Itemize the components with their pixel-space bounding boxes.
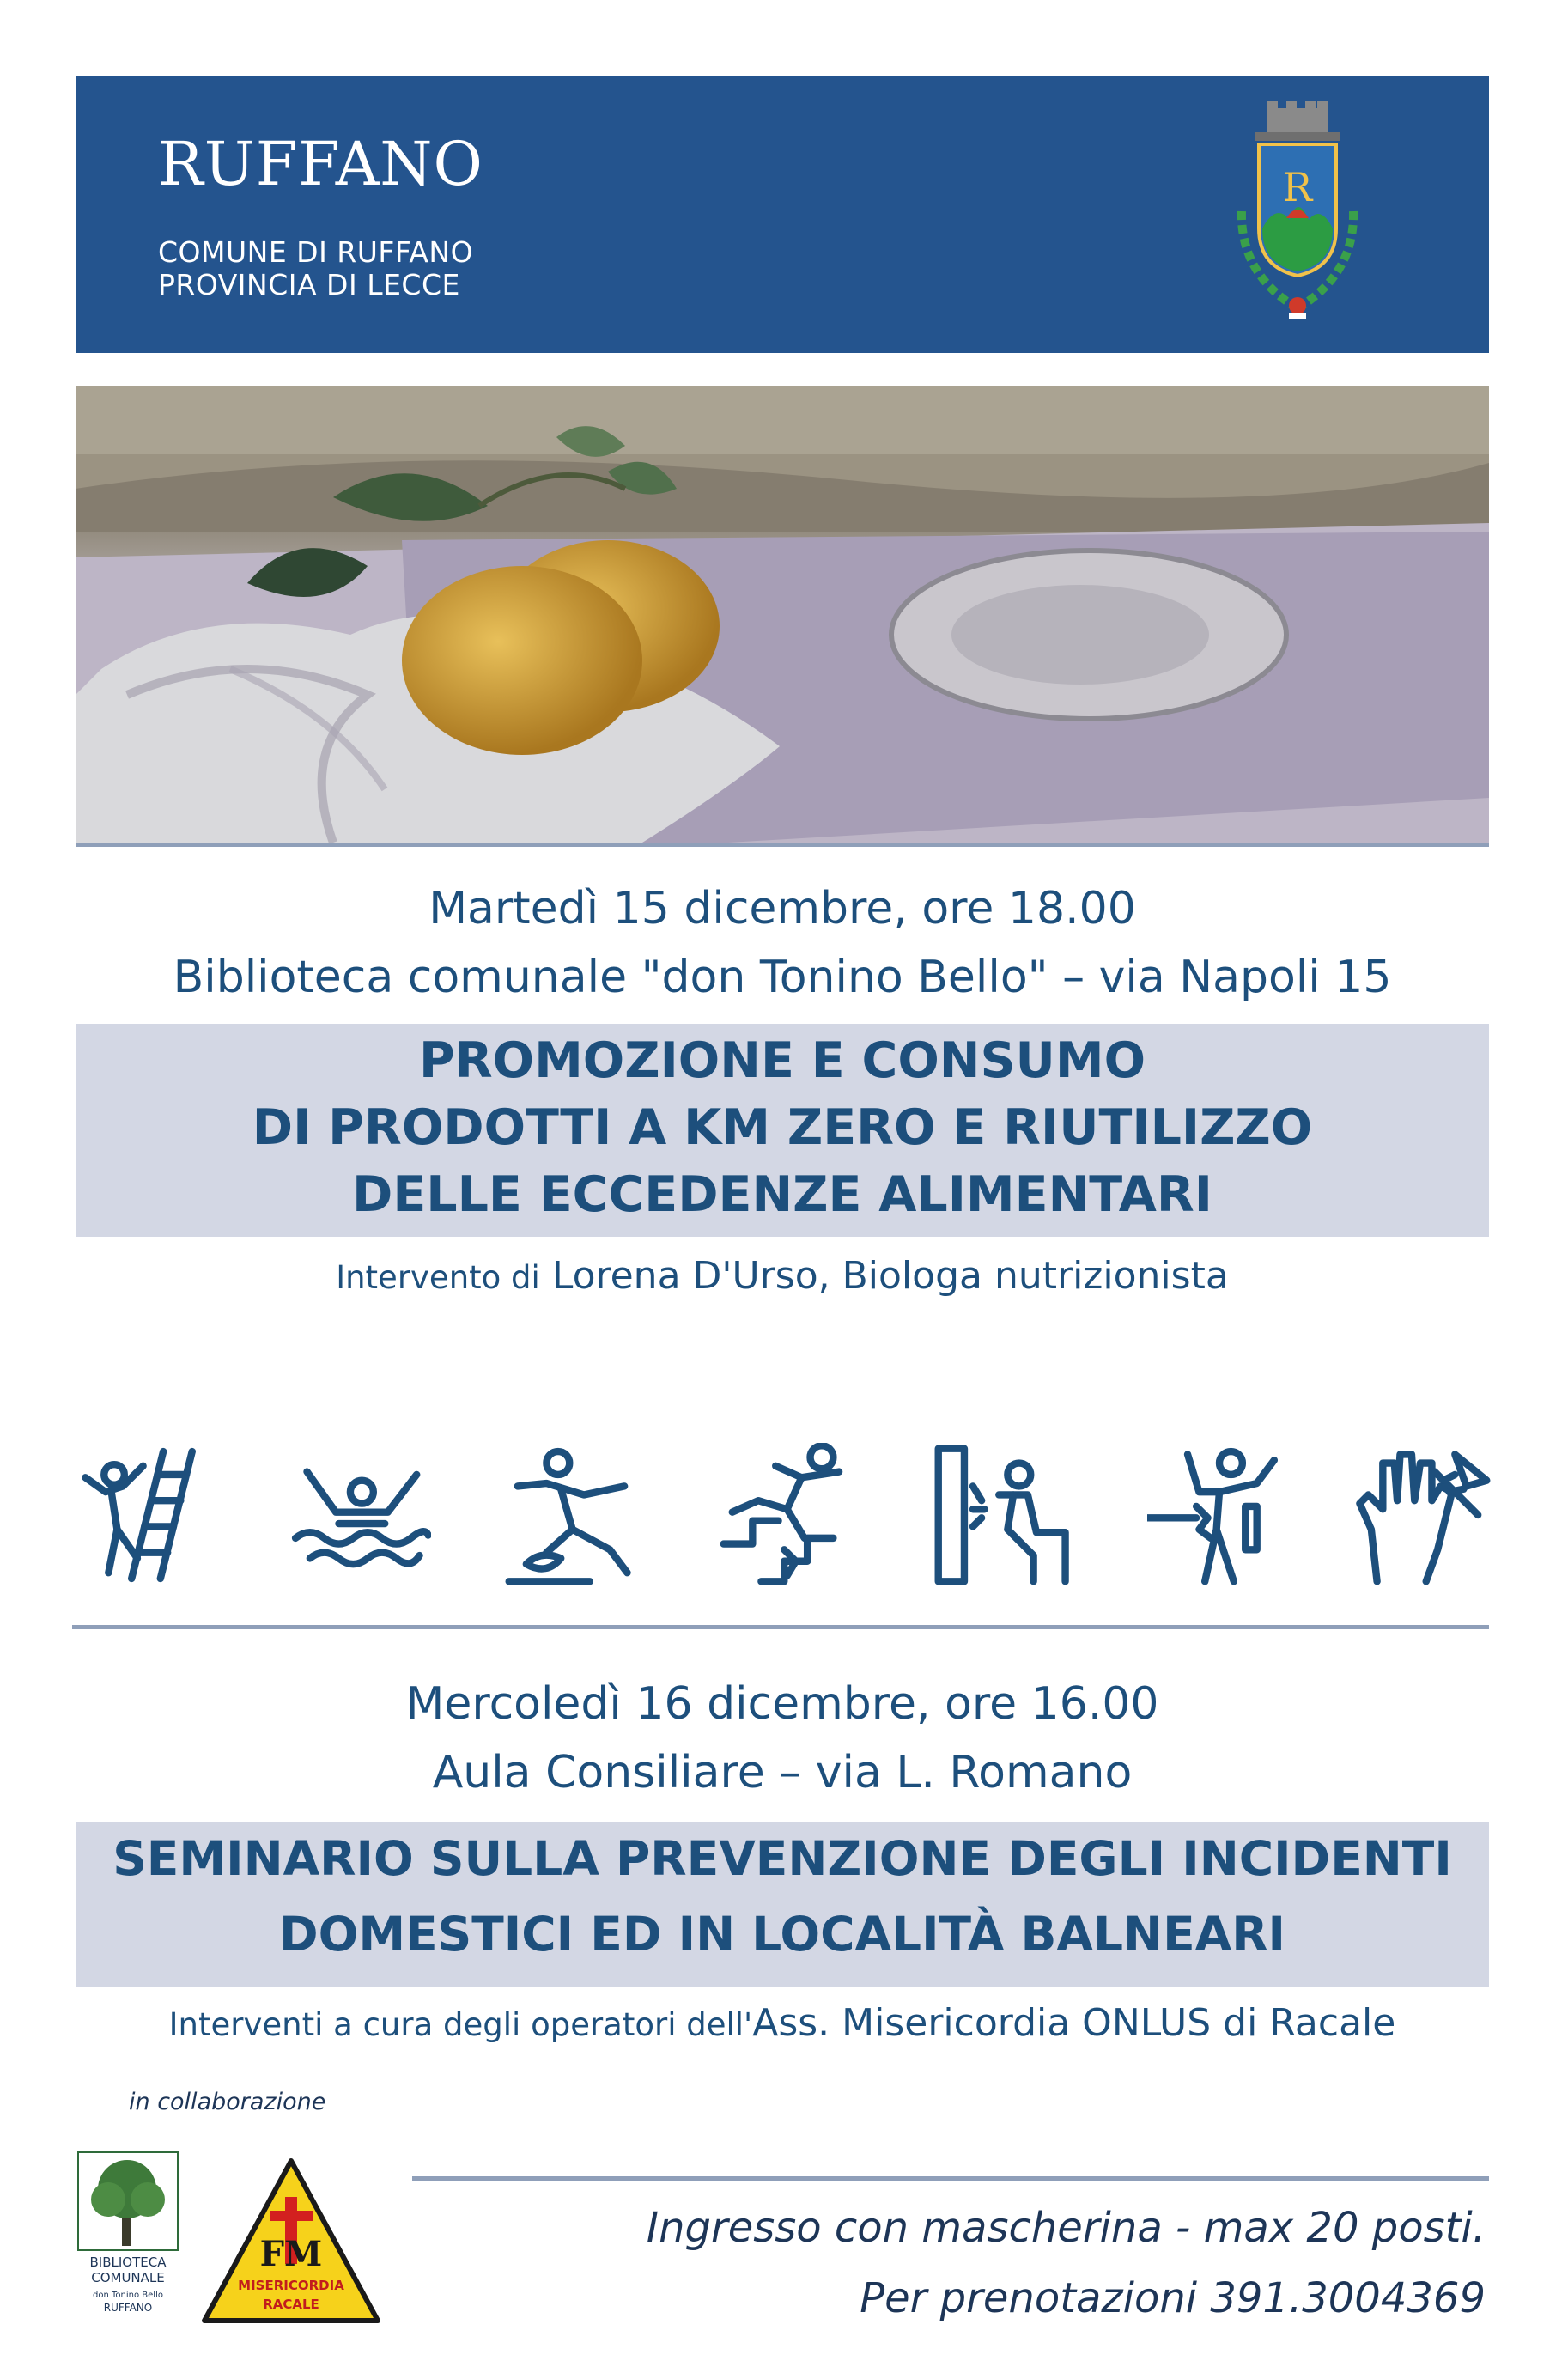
town-name: RUFFANO	[158, 129, 483, 199]
booking-phone: Per prenotazioni 391.3004369	[860, 2274, 1486, 2322]
event2-title-line2: DOMESTICI ED IN LOCALITÀ BALNEARI	[278, 1907, 1286, 1962]
ladder-fall-icon	[74, 1443, 218, 1587]
event1-speaker-prefix: Intervento di	[336, 1259, 540, 1296]
event2-venue: Aula Consiliare – via L. Romano	[432, 1747, 1133, 1798]
divider	[76, 843, 1489, 847]
biblioteca-logo-line2: COMUNALE	[91, 2270, 165, 2285]
event1-date: Martedì 15 dicembre, ore 18.00	[428, 883, 1136, 934]
municipality-line: COMUNE DI RUFFANO	[158, 235, 474, 269]
hand-injury-icon	[1348, 1443, 1492, 1587]
drowning-icon	[287, 1443, 431, 1587]
footer-divider	[412, 2176, 1489, 2181]
stair-fall-icon	[718, 1443, 862, 1587]
event2-speaker-line	[76, 2001, 1489, 2045]
event1-venue: Biblioteca comunale "don Tonino Bello" – via Napoli 15	[173, 952, 1392, 1003]
event1-title-line3: DELLE ECCEDENZE ALIMENTARI	[352, 1166, 1212, 1223]
slip-icon	[503, 1443, 647, 1587]
event2-speaker: Ass. Misericordia ONLUS di Racale	[752, 2001, 1396, 2045]
coat-of-arms-logo	[1207, 100, 1388, 332]
event1-title-line2: DI PRODOTTI A KM ZERO E RIUTILIZZO	[252, 1099, 1313, 1156]
collaboration-label: in collaborazione	[129, 2089, 326, 2115]
electric-shock-icon	[1147, 1443, 1291, 1587]
misericordia-logo	[199, 2156, 383, 2327]
header-banner	[76, 76, 1489, 353]
entry-notice: Ingresso con mascherina - max 20 posti.	[646, 2204, 1486, 2252]
biblioteca-logo	[77, 2151, 179, 2328]
event1-speaker: Lorena D'Urso, Biologa nutrizionista	[551, 1254, 1229, 1298]
event1-speaker-line	[76, 1254, 1489, 1298]
divider	[72, 1625, 1489, 1629]
crest-letter: R	[1282, 164, 1313, 210]
biblioteca-logo-line3: don Tonino Bello	[93, 2291, 163, 2300]
misericordia-monogram: FM	[259, 2234, 323, 2274]
event2-speaker-prefix: Interventi a cura degli operatori dell'	[168, 2006, 753, 2043]
province-line: PROVINCIA DI LECCE	[158, 268, 460, 301]
misericordia-logo-line1: MISERICORDIA	[238, 2278, 344, 2293]
misericordia-logo-line2: RACALE	[263, 2297, 319, 2312]
event2-title-line1: SEMINARIO SULLA PREVENZIONE DEGLI INCIDENTI	[112, 1831, 1452, 1886]
event1-title-line1: PROMOZIONE E CONSUMO	[418, 1032, 1146, 1089]
event2-title-band	[76, 1822, 1489, 1987]
event1-title-band	[76, 1024, 1489, 1237]
biblioteca-logo-line4: RUFFANO	[103, 2302, 153, 2314]
still-life-painting	[76, 386, 1489, 843]
event2-date: Mercoledì 16 dicembre, ore 16.00	[405, 1678, 1159, 1730]
door-injury-icon	[933, 1443, 1077, 1587]
biblioteca-logo-line1: BIBLIOTECA	[89, 2254, 167, 2270]
